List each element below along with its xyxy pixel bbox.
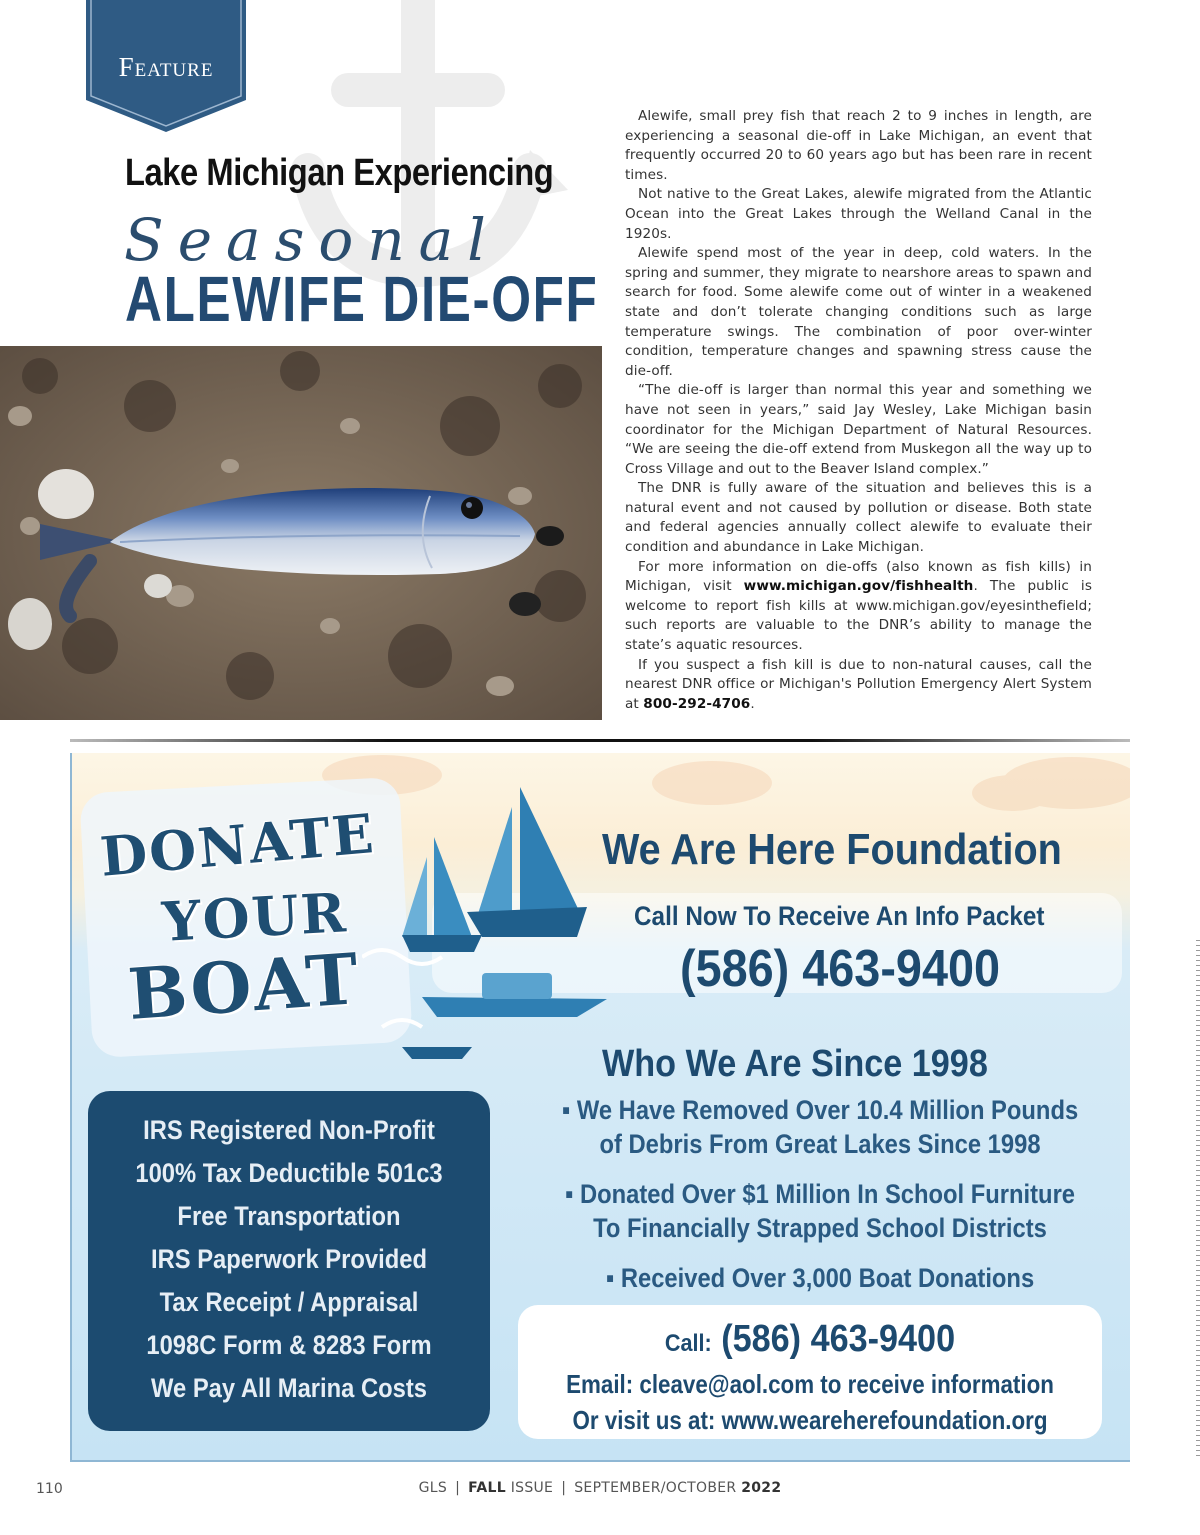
article-paragraph: Alewife spend most of the year in deep, cold waters. In the spring and summer, they migrate to nearshore areas to spawn and search for food. Some alewife come out of winter in a weakened state and don’t tolerate changing conditions such as large temperature swings. The combination of poor over-winter condition, temperature changes and spawning stress cause the die-off.: [625, 245, 1092, 379]
benefit-item: 1098C Form & 8283 Form: [146, 1330, 432, 1360]
article-paragraph: Alewife, small prey fish that reach 2 to 9 inches in length, are experiencing a seasonal die-off in Lake Michigan, an event that frequently occurred 20 to 60 years ago but has been rare in recent times.: [625, 108, 1092, 183]
article-text: .: [750, 695, 755, 712]
article-paragraph: Not native to the Great Lakes, alewife migrated from the Atlantic Ocean into the Great Lakes through the Welland Canal in the 1920s.: [625, 186, 1092, 242]
article-paragraph: “The die-off is larger than normal this year and something we have not seen in years,” said Jay Wesley, Lake Michigan basin coordinator for the Michigan Department of Natural Resources. “We are seeing the die-off extend from Muskegon all the way up to Cross Village and out to the Beaver Island complex.”: [625, 382, 1092, 477]
your-word: YOUR: [160, 880, 350, 954]
benefit-item: 100% Tax Deductible 501c3: [135, 1158, 443, 1188]
donate-boat-ad: [70, 753, 1130, 1462]
bullet-line: To Financially Strapped School Districts: [593, 1213, 1047, 1243]
bullet-line: ▪ We Have Removed Over 10.4 Million Pounds: [561, 1095, 1079, 1125]
call-now-text: Call Now To Receive An Info Packet: [634, 901, 1045, 931]
benefit-item: Free Transportation: [177, 1201, 401, 1231]
boat-word: BOAT: [125, 937, 363, 1036]
headline-line-3: ALEWIFE DIE-OFF: [125, 263, 599, 335]
footer-issue: ISSUE: [510, 1480, 554, 1496]
foundation-name: We Are Here Foundation: [602, 825, 1062, 874]
headline-line-1: Lake Michigan Experiencing: [125, 152, 554, 194]
article-paragraph: The DNR is fully aware of the situation and believes this is a natural event and not caused by pollution or disease. Both state and federal agencies annually collect alewife to evaluate their condition and abundance in Lake Michigan.: [625, 480, 1092, 556]
contact-call-line: [547, 1317, 1073, 1366]
bullet-line: ▪ Donated Over $1 Million In School Furniture: [564, 1179, 1076, 1209]
alewife-photo: [0, 346, 602, 720]
footer-month: SEPTEMBER/OCTOBER: [574, 1480, 737, 1496]
benefit-item: Tax Receipt / Appraisal: [159, 1287, 419, 1317]
page-number: 110: [36, 1481, 63, 1497]
article-paragraph: [625, 558, 1092, 656]
donate-word: DONATE: [97, 801, 378, 889]
contact-info: [518, 1317, 1102, 1438]
article-text: For more information on die-offs (also known as fish kills) in Michigan, visit: [625, 558, 1092, 595]
call-label: Call:: [664, 1330, 712, 1357]
page-footer: GLS | FALL ISSUE | SEPTEMBER/OCTOBER 2022: [418, 1480, 782, 1496]
benefit-item: We Pay All Marina Costs: [151, 1373, 427, 1403]
who-we-are-heading: Who We Are Since 1998: [602, 1043, 988, 1085]
article-paragraph: [625, 656, 1092, 715]
article-body: [625, 107, 1092, 714]
bullet-line: ▪ Received Over 3,000 Boat Donations: [605, 1263, 1035, 1293]
edge-marks: [1196, 940, 1200, 1460]
section-divider: [70, 739, 1130, 742]
benefits-list: [88, 1109, 490, 1410]
accomplishment-list: [520, 1093, 1120, 1295]
footer-season: FALL: [468, 1480, 506, 1496]
benefit-item: IRS Paperwork Provided: [151, 1244, 427, 1274]
article-text: . The public is welcome to report fish kills at www.michigan.gov/eyesinthefield; such reports are valuable to the DNR’s ability to manage the state’s aquatic resources.: [625, 578, 1092, 654]
pollution-hotline-number: 800-292-4706: [643, 695, 751, 712]
sailboat-icon: [362, 777, 632, 1067]
benefit-item: IRS Registered Non-Profit: [143, 1115, 435, 1145]
contact-phone[interactable]: (586) 463-9400: [721, 1318, 956, 1360]
footer-publication: GLS: [418, 1480, 448, 1496]
article-text: If you suspect a fish kill is due to non-natural causes, call the nearest DNR office or Michigan's Pollution Emergency Alert System at: [625, 656, 1092, 712]
headline-line-2: Seasonal: [124, 206, 500, 274]
contact-website[interactable]: Or visit us at: www.weareherefoundation.org: [572, 1405, 1048, 1435]
bullet-line: of Debris From Great Lakes Since 1998: [599, 1129, 1041, 1159]
ad-phone-number[interactable]: (586) 463-9400: [680, 940, 1001, 998]
contact-email[interactable]: Email: cleave@aol.com to receive information: [566, 1369, 1054, 1399]
fishhealth-link[interactable]: www.michigan.gov/fishhealth: [743, 578, 974, 595]
feature-label: Feature: [118, 52, 214, 82]
footer-year: 2022: [741, 1480, 782, 1496]
